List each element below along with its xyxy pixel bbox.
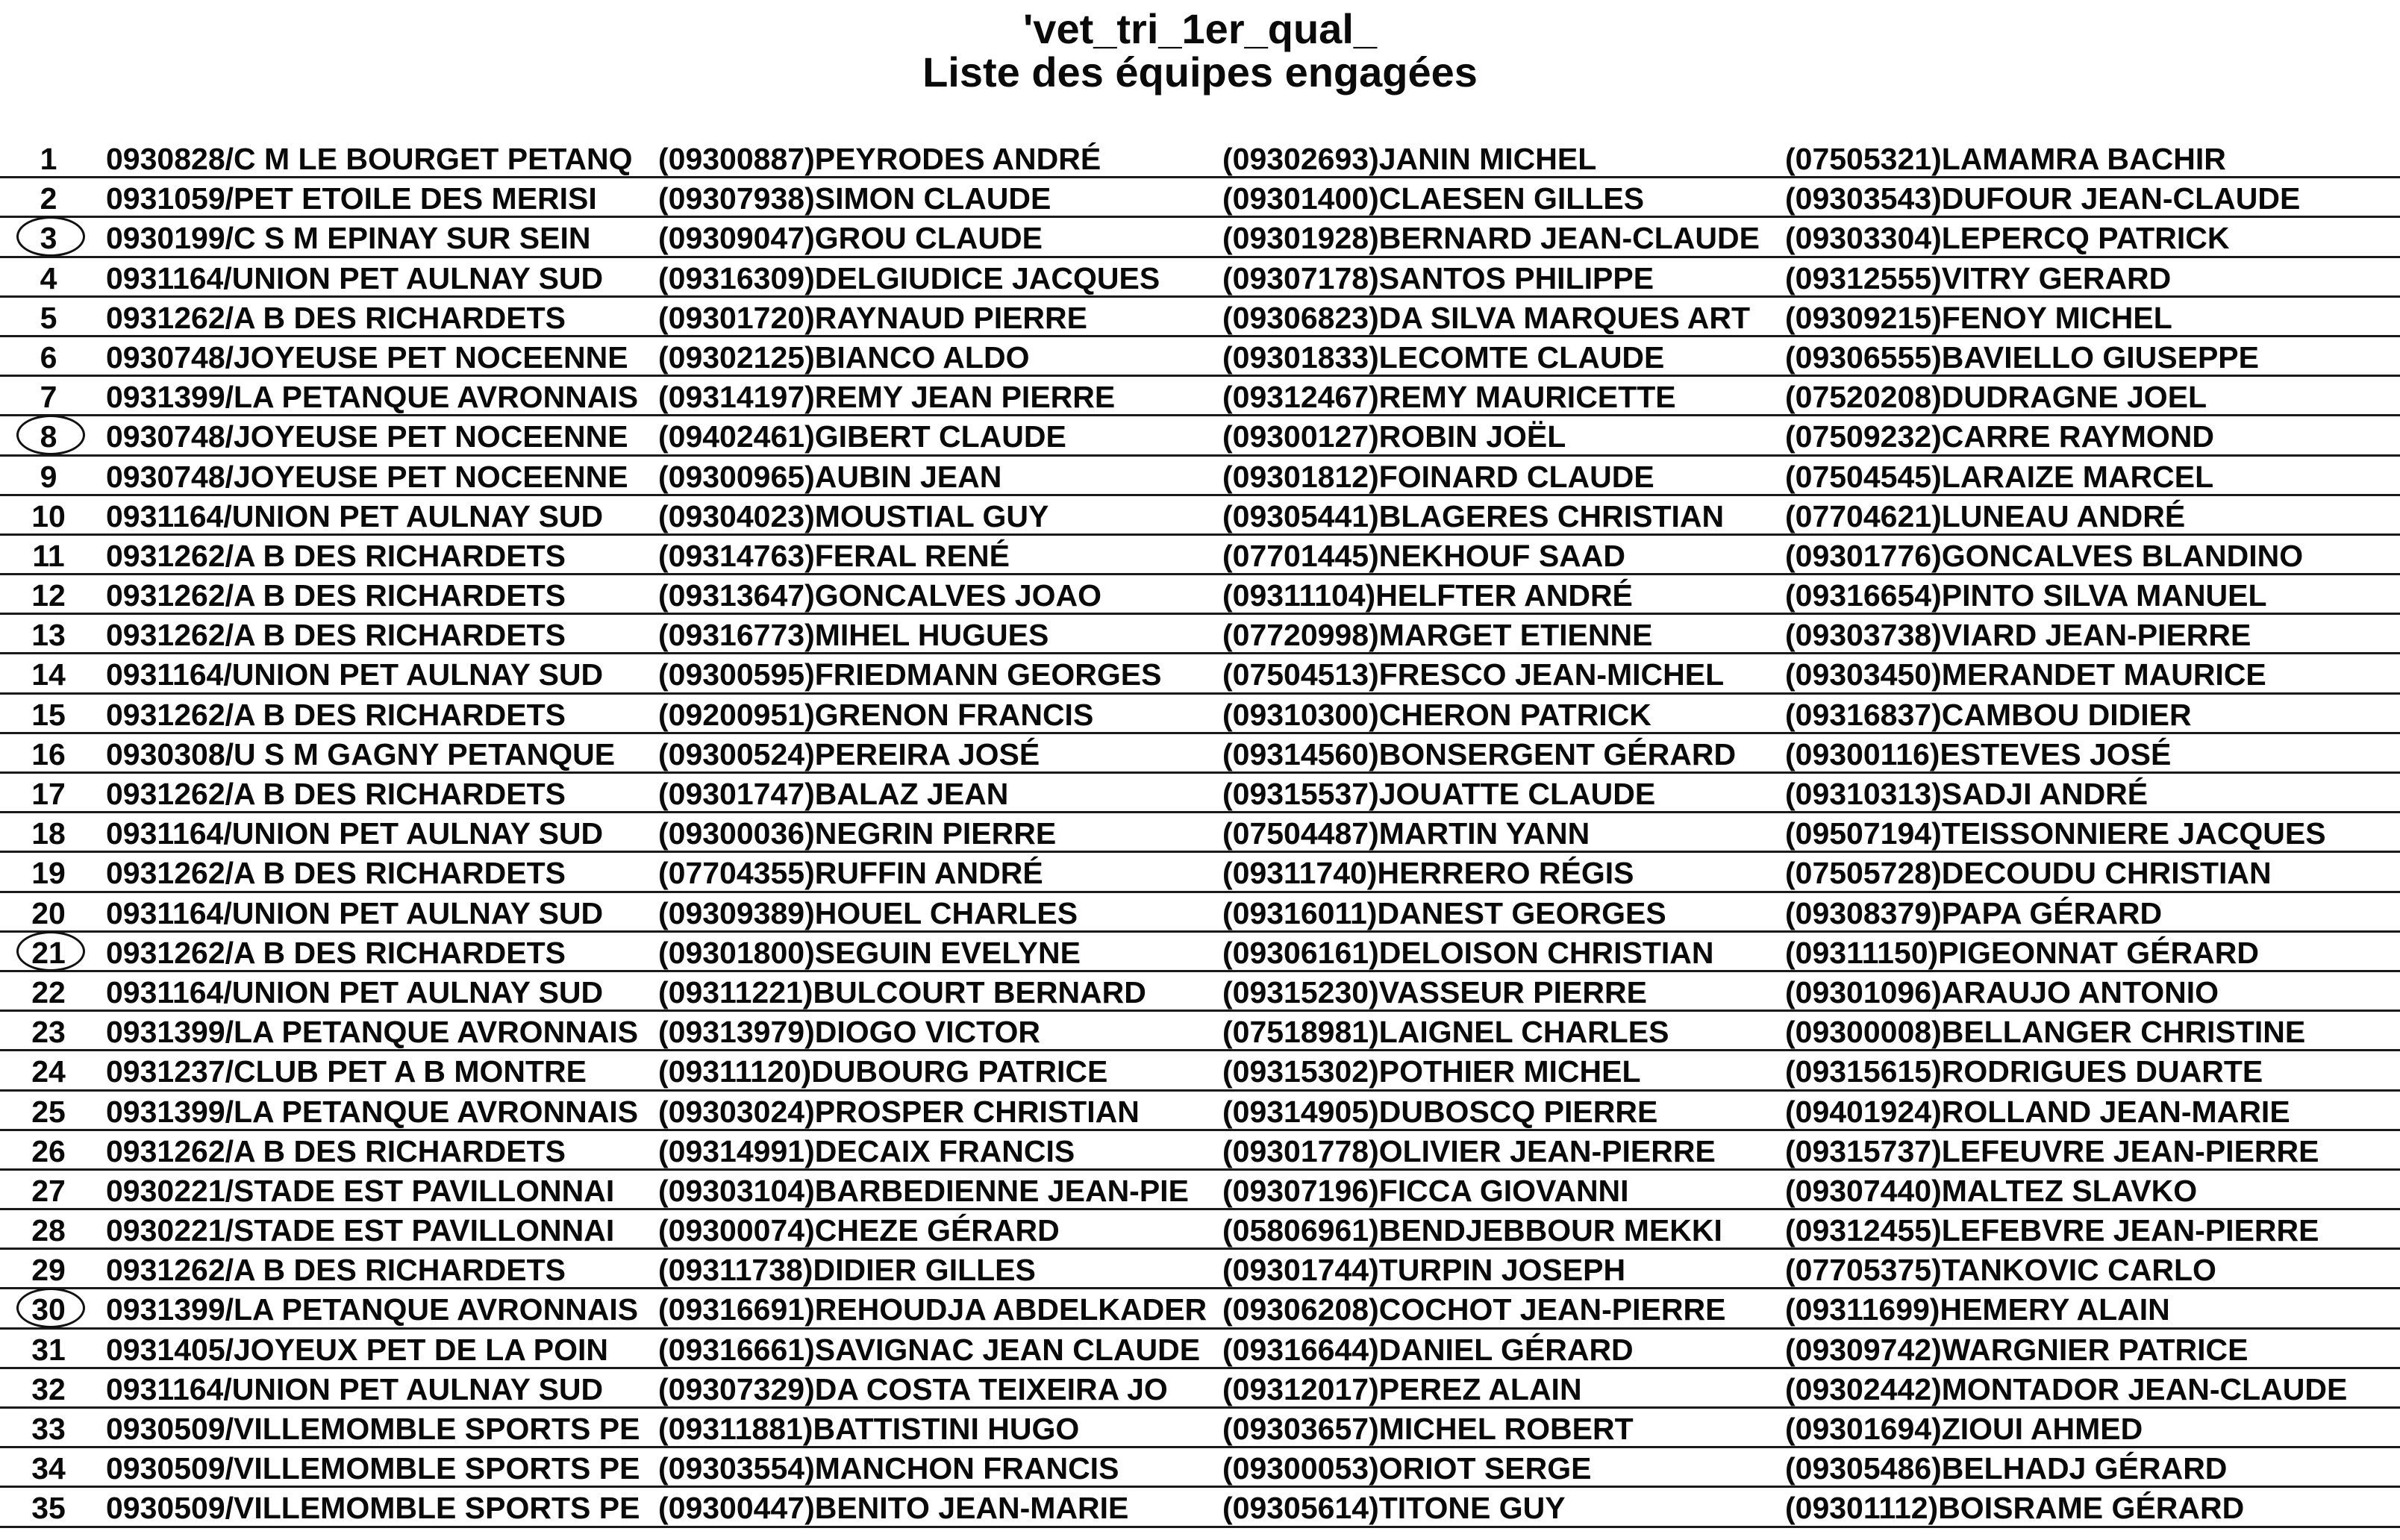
player-2: (05806961)BENDJEBBOUR MEKKI <box>1222 1213 1722 1248</box>
team-number: 32 <box>31 1371 66 1406</box>
table-row <box>0 813 2400 853</box>
team-number: 6 <box>40 339 57 375</box>
player-3: (09312455)LEFEBVRE JEAN-PIERRE <box>1785 1213 2319 1248</box>
team-number: 24 <box>31 1054 66 1089</box>
player-2: (07504487)MARTIN YANN <box>1222 816 1590 851</box>
table-row <box>0 416 2400 456</box>
document-header <box>0 7 2400 94</box>
table-row <box>0 178 2400 218</box>
table-row <box>0 218 2400 257</box>
table-row <box>0 1171 2400 1210</box>
player-2: (09316644)DANIEL GÉRARD <box>1222 1332 1634 1367</box>
player-1: (09311120)DUBOURG PATRICE <box>658 1054 1108 1089</box>
club-name: 0931164/UNION PET AULNAY SUD <box>106 657 604 692</box>
club-name: 0930221/STADE EST PAVILLONNAI <box>106 1213 615 1248</box>
player-3: (09303543)DUFOUR JEAN-CLAUDE <box>1785 181 2301 216</box>
table-row <box>0 139 2400 178</box>
table-row <box>0 1409 2400 1448</box>
club-name: 0931399/LA PETANQUE AVRONNAIS <box>106 1094 639 1129</box>
team-number: 17 <box>31 777 66 811</box>
player-1: (09300074)CHEZE GÉRARD <box>658 1213 1060 1248</box>
player-3: (09301694)ZIOUI AHMED <box>1785 1412 2143 1446</box>
player-1: (09301720)RAYNAUD PIERRE <box>658 300 1088 335</box>
team-number: 28 <box>31 1213 66 1248</box>
club-name: 0930221/STADE EST PAVILLONNAI <box>106 1173 615 1208</box>
club-name: 0931262/A B DES RICHARDETS <box>106 618 566 653</box>
club-name: 0930509/VILLEMOMBLE SPORTS PE <box>106 1491 640 1526</box>
table-row <box>0 695 2400 734</box>
player-1: (09300595)FRIEDMANN GEORGES <box>658 657 1162 692</box>
player-3: (09303304)LEPERCQ PATRICK <box>1785 221 2230 256</box>
table-row <box>0 1369 2400 1409</box>
document-title: 'vet_tri_1er_qual_ <box>1022 5 1378 52</box>
player-3: (09301112)BOISRAME GÉRARD <box>1785 1491 2245 1526</box>
player-2: (09310300)CHERON PATRICK <box>1222 697 1651 732</box>
team-number: 18 <box>31 816 66 851</box>
player-1: (09300447)BENITO JEAN-MARIE <box>658 1491 1129 1526</box>
player-2: (09305614)TITONE GUY <box>1222 1491 1566 1526</box>
player-3: (09300116)ESTEVES JOSÉ <box>1785 736 2172 771</box>
player-1: (09316661)SAVIGNAC JEAN CLAUDE <box>658 1332 1201 1367</box>
table-row <box>0 536 2400 575</box>
table-row <box>0 298 2400 337</box>
team-number: 25 <box>31 1094 66 1129</box>
player-2: (09301812)FOINARD CLAUDE <box>1222 459 1654 494</box>
table-row <box>0 1131 2400 1171</box>
team-number: 15 <box>31 697 66 732</box>
player-3: (09311699)HEMERY ALAIN <box>1785 1292 2170 1327</box>
player-2: (09301400)CLAESEN GILLES <box>1222 181 1645 216</box>
player-1: (09313979)DIOGO VICTOR <box>658 1015 1040 1050</box>
player-3: (09306555)BAVIELLO GIUSEPPE <box>1785 339 2259 375</box>
team-number: 14 <box>31 657 66 692</box>
team-number: 26 <box>31 1133 66 1168</box>
table-row <box>0 1488 2400 1527</box>
team-number: 29 <box>31 1253 66 1288</box>
player-1: (09303104)BARBEDIENNE JEAN-PIE <box>658 1173 1189 1208</box>
team-number: 3 <box>40 221 57 256</box>
team-number: 10 <box>31 498 66 533</box>
player-2: (09303657)MICHEL ROBERT <box>1222 1412 1634 1446</box>
club-name: 0931262/A B DES RICHARDETS <box>106 697 566 732</box>
club-name: 0931405/JOYEUX PET DE LA POIN <box>106 1332 608 1367</box>
player-3: (07504545)LARAIZE MARCEL <box>1785 459 2214 494</box>
club-name: 0931164/UNION PET AULNAY SUD <box>106 260 604 295</box>
player-3: (09316654)PINTO SILVA MANUEL <box>1785 578 2267 613</box>
team-number: 2 <box>40 181 57 216</box>
player-2: (09315230)VASSEUR PIERRE <box>1222 974 1647 1010</box>
club-name: 0931262/A B DES RICHARDETS <box>106 777 566 811</box>
player-2: (09315537)JOUATTE CLAUDE <box>1222 777 1656 811</box>
player-3: (09310313)SADJI ANDRÉ <box>1785 777 2149 811</box>
player-2: (09301778)OLIVIER JEAN-PIERRE <box>1222 1133 1716 1168</box>
club-name: 0931262/A B DES RICHARDETS <box>106 538 566 573</box>
team-number: 27 <box>31 1173 66 1208</box>
player-3: (09315737)LEFEUVRE JEAN-PIERRE <box>1785 1133 2319 1168</box>
player-3: (09315615)RODRIGUES DUARTE <box>1785 1054 2263 1089</box>
player-3: (09312555)VITRY GERARD <box>1785 260 2172 295</box>
table-row <box>0 337 2400 377</box>
player-3: (07520208)DUDRAGNE JOEL <box>1785 380 2207 415</box>
player-1: (09402461)GIBERT CLAUDE <box>658 419 1066 454</box>
player-1: (09300965)AUBIN JEAN <box>658 459 1002 494</box>
player-1: (09316691)REHOUDJA ABDELKADER <box>658 1292 1207 1327</box>
player-2: (09311740)HERRERO RÉGIS <box>1222 856 1634 891</box>
player-2: (07701445)NEKHOUF SAAD <box>1222 538 1626 573</box>
player-3: (09309742)WARGNIER PATRICE <box>1785 1332 2249 1367</box>
player-1: (09300524)PEREIRA JOSÉ <box>658 736 1040 771</box>
table-row <box>0 1092 2400 1131</box>
player-1: (09301747)BALAZ JEAN <box>658 777 1009 811</box>
player-2: (09306208)COCHOT JEAN-PIERRE <box>1222 1292 1726 1327</box>
club-name: 0930748/JOYEUSE PET NOCEENNE <box>106 419 628 454</box>
table-row <box>0 1289 2400 1329</box>
player-3: (07505728)DECOUDU CHRISTIAN <box>1785 856 2272 891</box>
player-3: (09300008)BELLANGER CHRISTINE <box>1785 1015 2306 1050</box>
team-number: 5 <box>40 300 57 335</box>
team-number: 31 <box>31 1332 66 1367</box>
player-3: (09301096)ARAUJO ANTONIO <box>1785 974 2219 1010</box>
player-2: (09314905)DUBOSCQ PIERRE <box>1222 1094 1658 1129</box>
player-2: (09305441)BLAGERES CHRISTIAN <box>1222 498 1725 533</box>
player-1: (09314197)REMY JEAN PIERRE <box>658 380 1116 415</box>
player-2: (09301928)BERNARD JEAN-CLAUDE <box>1222 221 1760 256</box>
club-name: 0930199/C S M EPINAY SUR SEIN <box>106 221 591 256</box>
player-3: (09507194)TEISSONNIERE JACQUES <box>1785 816 2326 851</box>
table-row <box>0 377 2400 416</box>
player-1: (09309389)HOUEL CHARLES <box>658 895 1078 930</box>
player-2: (09315302)POTHIER MICHEL <box>1222 1054 1641 1089</box>
table-row <box>0 734 2400 774</box>
table-row <box>0 457 2400 496</box>
player-3: (09401924)ROLLAND JEAN-MARIE <box>1785 1094 2290 1129</box>
table-row <box>0 1250 2400 1289</box>
player-3: (09309215)FENOY MICHEL <box>1785 300 2172 335</box>
table-row <box>0 575 2400 615</box>
club-name: 0931262/A B DES RICHARDETS <box>106 856 566 891</box>
club-name: 0931262/A B DES RICHARDETS <box>106 935 566 970</box>
player-1: (09302125)BIANCO ALDO <box>658 339 1030 375</box>
club-name: 0931399/LA PETANQUE AVRONNAIS <box>106 1292 639 1327</box>
player-2: (07518981)LAIGNEL CHARLES <box>1222 1015 1669 1050</box>
club-name: 0931164/UNION PET AULNAY SUD <box>106 974 604 1010</box>
player-1: (09200951)GRENON FRANCIS <box>658 697 1094 732</box>
team-number: 33 <box>31 1412 66 1446</box>
club-name: 0930748/JOYEUSE PET NOCEENNE <box>106 459 628 494</box>
player-3: (07505321)LAMAMRA BACHIR <box>1785 142 2226 176</box>
team-number: 11 <box>32 538 65 573</box>
player-3: (09303450)MERANDET MAURICE <box>1785 657 2266 692</box>
player-3: (09301776)GONCALVES BLANDINO <box>1785 538 2304 573</box>
player-1: (09300887)PEYRODES ANDRÉ <box>658 142 1101 176</box>
player-2: (07720998)MARGET ETIENNE <box>1222 618 1653 653</box>
club-name: 0931262/A B DES RICHARDETS <box>106 578 566 613</box>
club-name: 0930308/U S M GAGNY PETANQUE <box>106 736 616 771</box>
player-2: (09307196)FICCA GIOVANNI <box>1222 1173 1629 1208</box>
club-name: 0930509/VILLEMOMBLE SPORTS PE <box>106 1412 640 1446</box>
team-number: 19 <box>31 856 66 891</box>
player-1: (09304023)MOUSTIAL GUY <box>658 498 1049 533</box>
player-3: (09311150)PIGEONNAT GÉRARD <box>1785 935 2259 970</box>
player-1: (09303024)PROSPER CHRISTIAN <box>658 1094 1140 1129</box>
table-row <box>0 1448 2400 1488</box>
club-name: 0931262/A B DES RICHARDETS <box>106 300 566 335</box>
club-name: 0931399/LA PETANQUE AVRONNAIS <box>106 380 639 415</box>
club-name: 0931237/CLUB PET A B MONTRE <box>106 1054 587 1089</box>
player-2: (09307178)SANTOS PHILIPPE <box>1222 260 1654 295</box>
team-number: 34 <box>31 1451 66 1486</box>
team-number: 13 <box>31 618 66 653</box>
table-row <box>0 258 2400 298</box>
player-1: (09311738)DIDIER GILLES <box>658 1253 1036 1288</box>
player-2: (09306823)DA SILVA MARQUES ART <box>1222 300 1751 335</box>
table-row <box>0 1051 2400 1091</box>
club-name: 0930509/VILLEMOMBLE SPORTS PE <box>106 1451 640 1486</box>
player-1: (09314763)FERAL RENÉ <box>658 538 1010 573</box>
club-name: 0931164/UNION PET AULNAY SUD <box>106 816 604 851</box>
team-number: 21 <box>31 935 66 970</box>
table-row <box>0 654 2400 694</box>
player-3: (09302442)MONTADOR JEAN-CLAUDE <box>1785 1371 2348 1406</box>
player-1: (07704355)RUFFIN ANDRÉ <box>658 856 1043 891</box>
table-row <box>0 496 2400 536</box>
player-2: (09300127)ROBIN JOËL <box>1222 419 1566 454</box>
team-number: 23 <box>31 1015 66 1050</box>
player-2: (09302693)JANIN MICHEL <box>1222 142 1597 176</box>
player-2: (09301833)LECOMTE CLAUDE <box>1222 339 1665 375</box>
document-subtitle: Liste des équipes engagées <box>922 48 1478 96</box>
club-name: 0931262/A B DES RICHARDETS <box>106 1133 566 1168</box>
player-2: (09311104)HELFTER ANDRÉ <box>1222 578 1633 613</box>
player-2: (07504513)FRESCO JEAN-MICHEL <box>1222 657 1725 692</box>
team-number: 8 <box>40 419 57 454</box>
club-name: 0930748/JOYEUSE PET NOCEENNE <box>106 339 628 375</box>
table-row <box>0 1330 2400 1369</box>
team-number: 35 <box>31 1491 66 1526</box>
club-name: 0931059/PET ETOILE DES MERISI <box>106 181 597 216</box>
team-number: 9 <box>40 459 57 494</box>
player-3: (07509232)CARRE RAYMOND <box>1785 419 2214 454</box>
player-2: (09300053)ORIOT SERGE <box>1222 1451 1592 1486</box>
player-3: (07705375)TANKOVIC CARLO <box>1785 1253 2216 1288</box>
table-row <box>0 1012 2400 1051</box>
player-3: (07704621)LUNEAU ANDRÉ <box>1785 498 2186 533</box>
table-row <box>0 972 2400 1012</box>
player-1: (09307329)DA COSTA TEIXEIRA JO <box>658 1371 1168 1406</box>
player-3: (09307440)MALTEZ SLAVKO <box>1785 1173 2198 1208</box>
team-number: 12 <box>31 578 66 613</box>
player-1: (09316773)MIHEL HUGUES <box>658 618 1049 653</box>
club-name: 0930828/C M LE BOURGET PETANQ <box>106 142 633 176</box>
club-name: 0931164/UNION PET AULNAY SUD <box>106 895 604 930</box>
team-list <box>0 139 2400 1528</box>
club-name: 0931164/UNION PET AULNAY SUD <box>106 1371 604 1406</box>
team-number: 1 <box>40 142 57 176</box>
club-name: 0931164/UNION PET AULNAY SUD <box>106 498 604 533</box>
player-1: (09301800)SEGUIN EVELYNE <box>658 935 1081 970</box>
table-row <box>0 1210 2400 1250</box>
table-row <box>0 853 2400 892</box>
player-2: (09312467)REMY MAURICETTE <box>1222 380 1676 415</box>
player-3: (09308379)PAPA GÉRARD <box>1785 895 2163 930</box>
player-1: (09311881)BATTISTINI HUGO <box>658 1412 1080 1446</box>
player-3: (09305486)BELHADJ GÉRARD <box>1785 1451 2228 1486</box>
table-row <box>0 615 2400 654</box>
table-row <box>0 933 2400 972</box>
player-1: (09311221)BULCOURT BERNARD <box>658 974 1146 1010</box>
player-1: (09316309)DELGIUDICE JACQUES <box>658 260 1160 295</box>
team-number: 7 <box>40 380 57 415</box>
team-number: 22 <box>31 974 66 1010</box>
club-name: 0931262/A B DES RICHARDETS <box>106 1253 566 1288</box>
club-name: 0931399/LA PETANQUE AVRONNAIS <box>106 1015 639 1050</box>
team-number: 30 <box>31 1292 66 1327</box>
player-1: (09313647)GONCALVES JOAO <box>658 578 1101 613</box>
player-2: (09312017)PEREZ ALAIN <box>1222 1371 1582 1406</box>
player-3: (09316837)CAMBOU DIDIER <box>1785 697 2192 732</box>
player-1: (09314991)DECAIX FRANCIS <box>658 1133 1075 1168</box>
player-2: (09316011)DANEST GEORGES <box>1222 895 1666 930</box>
player-1: (09303554)MANCHON FRANCIS <box>658 1451 1119 1486</box>
team-number: 16 <box>31 736 66 771</box>
player-1: (09300036)NEGRIN PIERRE <box>658 816 1057 851</box>
player-2: (09301744)TURPIN JOSEPH <box>1222 1253 1626 1288</box>
player-1: (09307938)SIMON CLAUDE <box>658 181 1051 216</box>
player-2: (09314560)BONSERGENT GÉRARD <box>1222 736 1737 771</box>
team-number: 4 <box>40 260 57 295</box>
team-number: 20 <box>31 895 66 930</box>
table-row <box>0 893 2400 933</box>
player-2: (09306161)DELOISON CHRISTIAN <box>1222 935 1714 970</box>
player-1: (09309047)GROU CLAUDE <box>658 221 1043 256</box>
table-row <box>0 774 2400 813</box>
player-3: (09303738)VIARD JEAN-PIERRE <box>1785 618 2251 653</box>
